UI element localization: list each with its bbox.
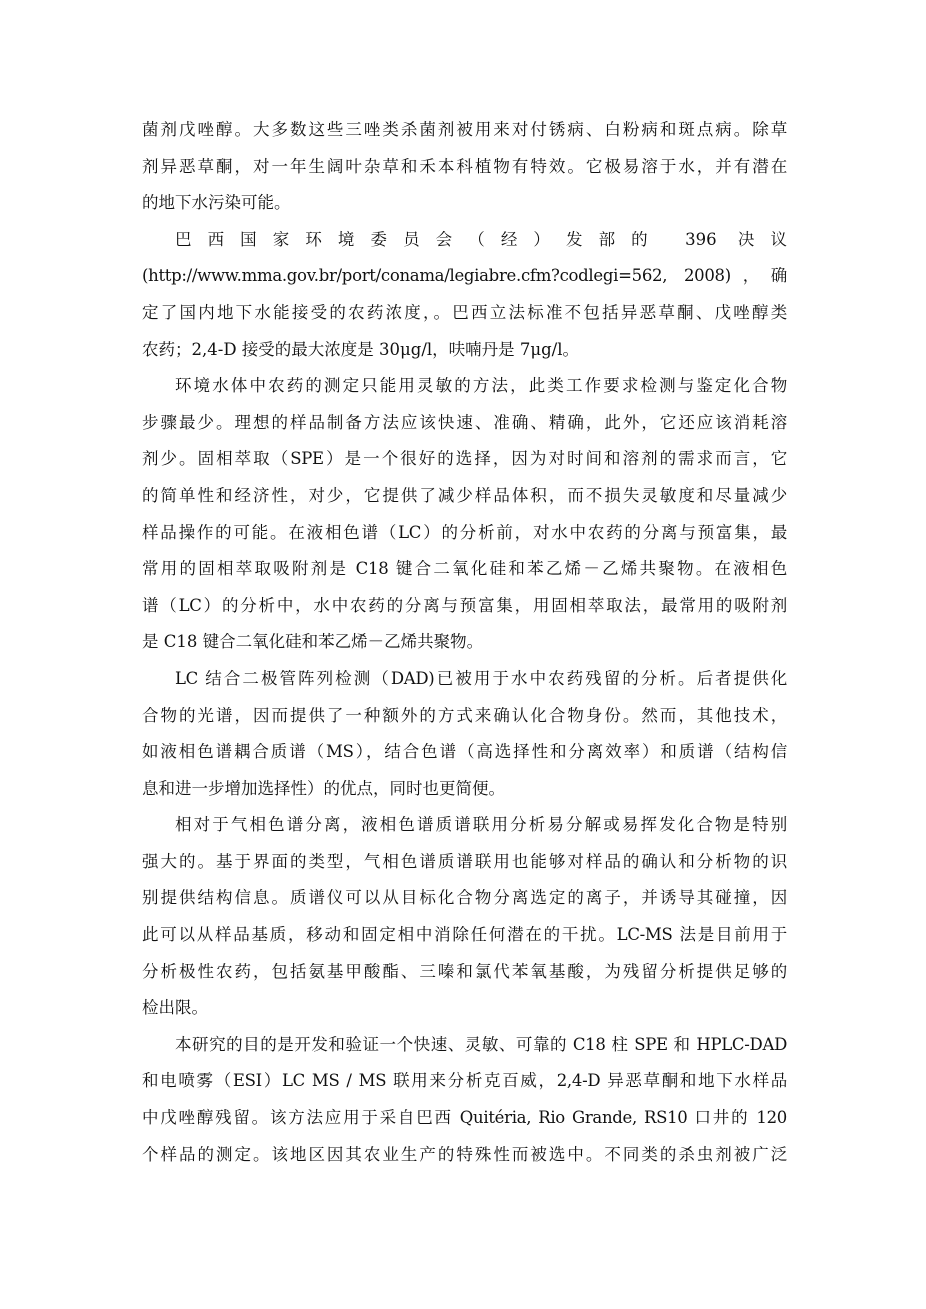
text-line: 强大的。基于界面的类型，气相色谱质谱联用也能够对样品的确认和分析物的识 (142, 851, 787, 871)
text-line: 环境水体中农药的测定只能用灵敏的方法，此类工作要求检测与鉴定化合物 (175, 376, 787, 396)
paragraph (142, 661, 787, 807)
text-line: 息和进一步增加选择性）的优点，同时也更简便。 (142, 778, 505, 798)
paragraph (142, 1027, 787, 1173)
paragraph (142, 368, 787, 661)
text-line: 定了国内地下水能接受的农药浓度，。巴西立法标准不包括异恶草酮、戊唑醇类 (142, 302, 787, 322)
text-line: 步骤最少。理想的样品制备方法应该快速、准确、精确，此外，它还应该消耗溶 (142, 412, 787, 432)
text-line: (http://www.mma.gov.br/port/conama/legiabre.cfm?codlegi=562, 2008)，确 (142, 266, 787, 286)
text-line: 样品操作的可能。在液相色谱（LC）的分析前，对水中农药的分离与预富集，最 (142, 522, 787, 542)
text-line: 是 C18 键合二氧化硅和苯乙烯－乙烯共聚物。 (142, 632, 484, 652)
document-page (142, 112, 787, 1173)
paragraph (142, 112, 787, 222)
text-line: 的地下水污染可能。 (142, 193, 291, 213)
text-line: 相对于气相色谱分离，液相色谱质谱联用分析易分解或易挥发化合物是特别 (175, 815, 787, 835)
text-line: 如液相色谱耦合质谱（MS），结合色谱（高选择性和分离效率）和质谱（结构信 (142, 742, 787, 762)
text-line: 谱（LC）的分析中，水中农药的分离与预富集，用固相萃取法，最常用的吸附剂 (142, 595, 787, 615)
text-line: 常用的固相萃取吸附剂是 C18 键合二氧化硅和苯乙烯－乙烯共聚物。在液相色 (142, 559, 787, 579)
text-line: 别提供结构信息。质谱仪可以从目标化合物分离选定的离子，并诱导其碰撞，因 (142, 888, 787, 908)
text-line: 本研究的目的是开发和验证一个快速、灵敏、可靠的 C18 柱 SPE 和 HPLC-DAD (175, 1034, 787, 1054)
paragraph (142, 222, 787, 368)
text-line: 合物的光谱，因而提供了一种额外的方式来确认化合物身份。然而，其他技术， (142, 705, 787, 725)
text-line: 巴西国家环境委员会（经）发部的 396 决议 (175, 229, 787, 249)
text-line: 剂少。固相萃取（SPE）是一个很好的选择，因为对时间和溶剂的需求而言，它 (142, 449, 787, 469)
text-line: 和电喷雾（ESI）LC MS / MS 联用来分析克百威，2,4-D 异恶草酮和地下水样品 (142, 1071, 787, 1091)
text-line: 菌剂戊唑醇。大多数这些三唑类杀菌剂被用来对付锈病、白粉病和斑点病。除草 (142, 120, 787, 139)
text-line: 中戊唑醇残留。该方法应用于采自巴西 Quitéria, Rio Grande, RS10 口井的 120 (142, 1108, 787, 1128)
text-line: 的简单性和经济性，对少，它提供了减少样品体积，而不损失灵敏度和尽量减少 (142, 485, 787, 505)
paragraph (142, 807, 787, 1027)
text-line: 检出限。 (142, 998, 208, 1018)
text-line: 此可以从样品基质，移动和固定相中消除任何潜在的干扰。LC-MS 法是目前用于 (142, 925, 787, 945)
text-line: 剂异恶草酮，对一年生阔叶杂草和禾本科植物有特效。它极易溶于水，并有潜在 (142, 156, 787, 176)
text-line: LC 结合二极管阵列检测（DAD)已被用于水中农药残留的分析。后者提供化 (175, 668, 787, 688)
text-line: 个样品的测定。该地区因其农业生产的特殊性而被选中。不同类的杀虫剂被广泛 (142, 1144, 787, 1164)
text-line: 农药；2,4-D 接受的最大浓度是 30μg/l，呋喃丹是 7μg/l。 (142, 339, 580, 359)
text-line: 分析极性农药，包括氨基甲酸酯、三嗪和氯代苯氧基酸，为残留分析提供足够的 (142, 961, 787, 981)
